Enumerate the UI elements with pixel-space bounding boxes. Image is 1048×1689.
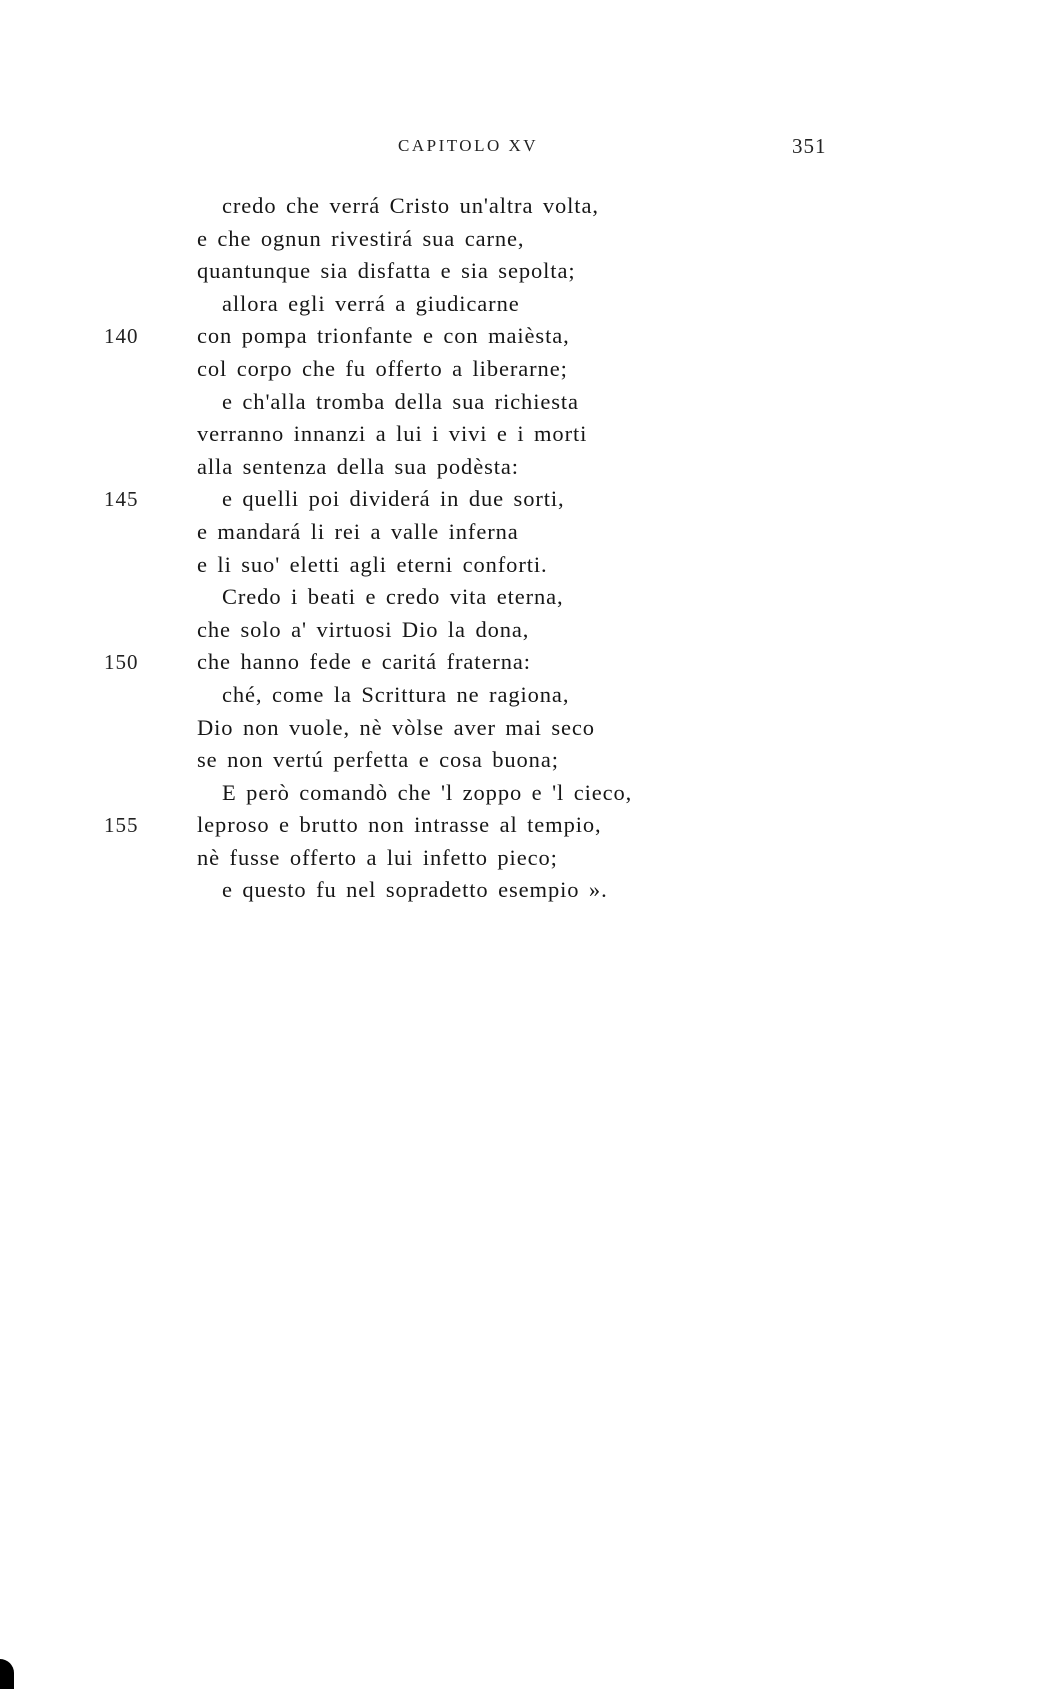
verse-line — [0, 190, 1048, 223]
verse-text: che hanno fede e caritá fraterna: — [197, 649, 531, 675]
verse-line — [0, 874, 1048, 907]
verse-line — [0, 223, 1048, 256]
verse-block — [0, 190, 1048, 907]
verse-text: credo che verrá Cristo un'altra volta, — [222, 193, 599, 218]
verse-text: quantunque sia disfatta e sia sepolta; — [197, 258, 576, 284]
verse-line — [0, 614, 1048, 647]
line-number: 140 — [104, 324, 139, 349]
verse-text: con pompa trionfante e con maièsta, — [197, 323, 570, 349]
verse-line — [0, 842, 1048, 875]
verse-line — [0, 451, 1048, 484]
verse-text: e li suo' eletti agli eterni conforti. — [197, 551, 548, 577]
verse-line — [0, 809, 1048, 842]
verse-line — [0, 418, 1048, 451]
verse-line — [0, 516, 1048, 549]
line-number: 150 — [104, 650, 139, 675]
verse-line — [0, 288, 1048, 321]
verse-line — [0, 679, 1048, 712]
verse-text: e che ognun rivestirá sua carne, — [197, 225, 525, 251]
verse-text: ché, come la Scrittura ne ragiona, — [222, 681, 570, 707]
page-number: 351 — [792, 134, 827, 158]
verse-text: col corpo che fu offerto a liberarne; — [197, 355, 568, 381]
verse-text: nè fusse offerto a lui infetto pieco; — [197, 844, 558, 870]
verse-line — [0, 744, 1048, 777]
verse-line — [0, 483, 1048, 516]
verse-text: che solo a' virtuosi Dio la dona, — [197, 616, 530, 642]
line-number: 145 — [104, 487, 139, 512]
running-head — [0, 136, 1048, 164]
line-number: 155 — [104, 813, 139, 838]
verse-text: allora egli verrá a giudicarne — [222, 290, 520, 316]
verse-text: e ch'alla tromba della sua richiesta — [222, 388, 579, 414]
verse-line — [0, 549, 1048, 582]
verse-text: Credo i beati e credo vita eterna, — [222, 584, 564, 610]
verse-line — [0, 581, 1048, 614]
verse-line — [0, 353, 1048, 386]
verse-text: e questo fu nel sopradetto esempio ». — [222, 877, 608, 903]
verse-line — [0, 255, 1048, 288]
verse-line — [0, 646, 1048, 679]
chapter-title: CAPITOLO XV — [398, 136, 539, 155]
verse-text: e quelli poi dividerá in due sorti, — [222, 486, 565, 512]
verse-line — [0, 712, 1048, 745]
verse-text: alla sentenza della sua podèsta: — [197, 453, 519, 479]
verse-line — [0, 386, 1048, 419]
verse-line — [0, 320, 1048, 353]
verse-line — [0, 777, 1048, 810]
verse-text: E però comandò che 'l zoppo e 'l cieco, — [222, 779, 633, 805]
verse-text: leproso e brutto non intrasse al tempio, — [197, 812, 602, 838]
verse-text: Dio non vuole, nè vòlse aver mai seco — [197, 714, 595, 740]
verse-text: e mandará li rei a valle inferna — [197, 518, 519, 544]
verse-text: se non vertú perfetta e cosa buona; — [197, 747, 559, 773]
verse-text: verranno innanzi a lui i vivi e i morti — [197, 421, 588, 447]
